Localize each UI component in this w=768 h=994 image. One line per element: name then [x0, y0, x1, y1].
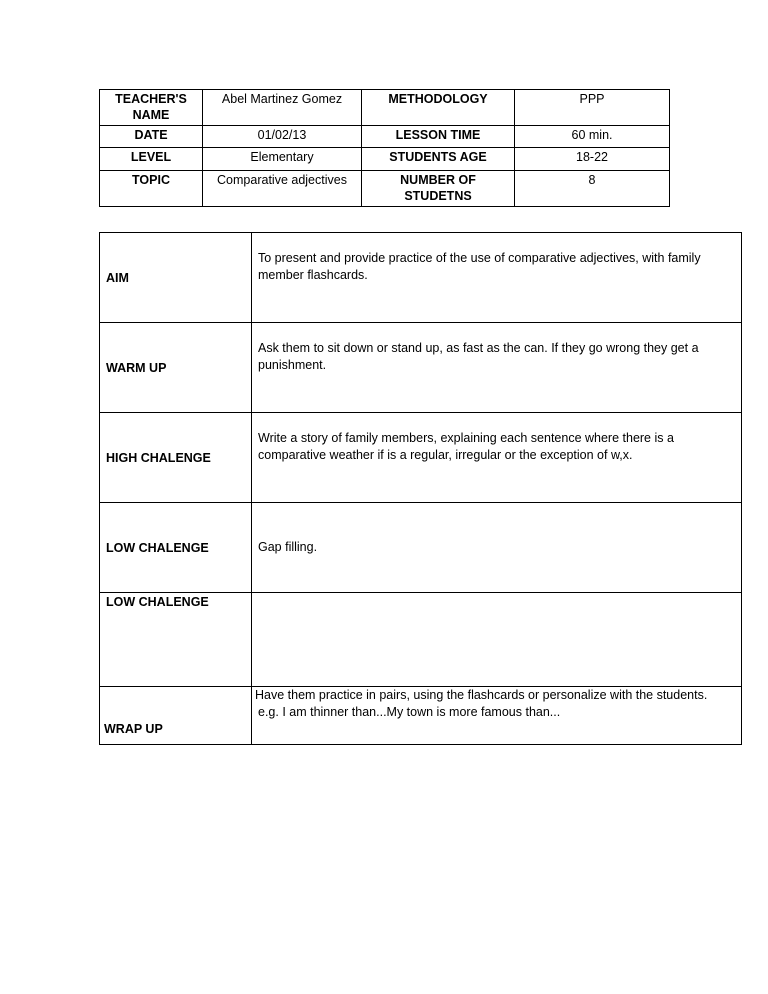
wrap-up-text	[252, 687, 742, 745]
warm-up-label: WARM UP	[100, 323, 252, 413]
plan-row-aim	[100, 233, 742, 323]
number-students-label: NUMBER OF STUDETNS	[362, 171, 515, 207]
high-challenge-label: HIGH CHALENGE	[100, 413, 252, 503]
info-row-topic	[100, 171, 670, 207]
info-row-date	[100, 126, 670, 148]
level-value: Elementary	[203, 148, 362, 171]
wrap-up-label: WRAP UP	[100, 687, 252, 745]
wrap-up-line-1: Have them practice in pairs, using the flashcards or personalize with the students.	[255, 688, 708, 702]
teachers-name-value: Abel Martinez Gomez	[203, 90, 362, 126]
low-challenge-label-2: LOW CHALENGE	[100, 593, 252, 687]
date-value: 01/02/13	[203, 126, 362, 148]
low-challenge-text-2	[252, 593, 742, 687]
plan-row-warm-up	[100, 323, 742, 413]
lesson-plan-table	[99, 232, 742, 745]
plan-row-high-challenge	[100, 413, 742, 503]
topic-value: Comparative adjectives	[203, 171, 362, 207]
wrap-up-line-2: e.g. I am thinner than...My town is more famous than...	[258, 704, 561, 719]
info-row-teacher	[100, 90, 670, 126]
plan-row-wrap-up	[100, 687, 742, 745]
level-label: LEVEL	[100, 148, 203, 171]
lesson-time-label: LESSON TIME	[362, 126, 515, 148]
teachers-name-label: TEACHER'S NAME	[100, 90, 203, 126]
low-challenge-text-1: Gap filling.	[252, 503, 742, 593]
students-age-label: STUDENTS AGE	[362, 148, 515, 171]
methodology-label: METHODOLOGY	[362, 90, 515, 126]
aim-text: To present and provide practice of the use of comparative adjectives, with family member flashcards.	[252, 233, 742, 323]
plan-row-low-challenge-2	[100, 593, 742, 687]
low-challenge-label-1: LOW CHALENGE	[100, 503, 252, 593]
students-age-value: 18-22	[515, 148, 670, 171]
warm-up-text: Ask them to sit down or stand up, as fast as the can. If they go wrong they get a punishment.	[252, 323, 742, 413]
date-label: DATE	[100, 126, 203, 148]
high-challenge-text: Write a story of family members, explaining each sentence where there is a comparative weather if is a regular, irregular or the exception of w,x.	[252, 413, 742, 503]
number-students-value: 8	[515, 171, 670, 207]
aim-label: AIM	[100, 233, 252, 323]
topic-label: TOPIC	[100, 171, 203, 207]
plan-row-low-challenge-1	[100, 503, 742, 593]
lesson-info-table	[99, 89, 670, 207]
info-row-level	[100, 148, 670, 171]
methodology-value: PPP	[515, 90, 670, 126]
lesson-time-value: 60 min.	[515, 126, 670, 148]
